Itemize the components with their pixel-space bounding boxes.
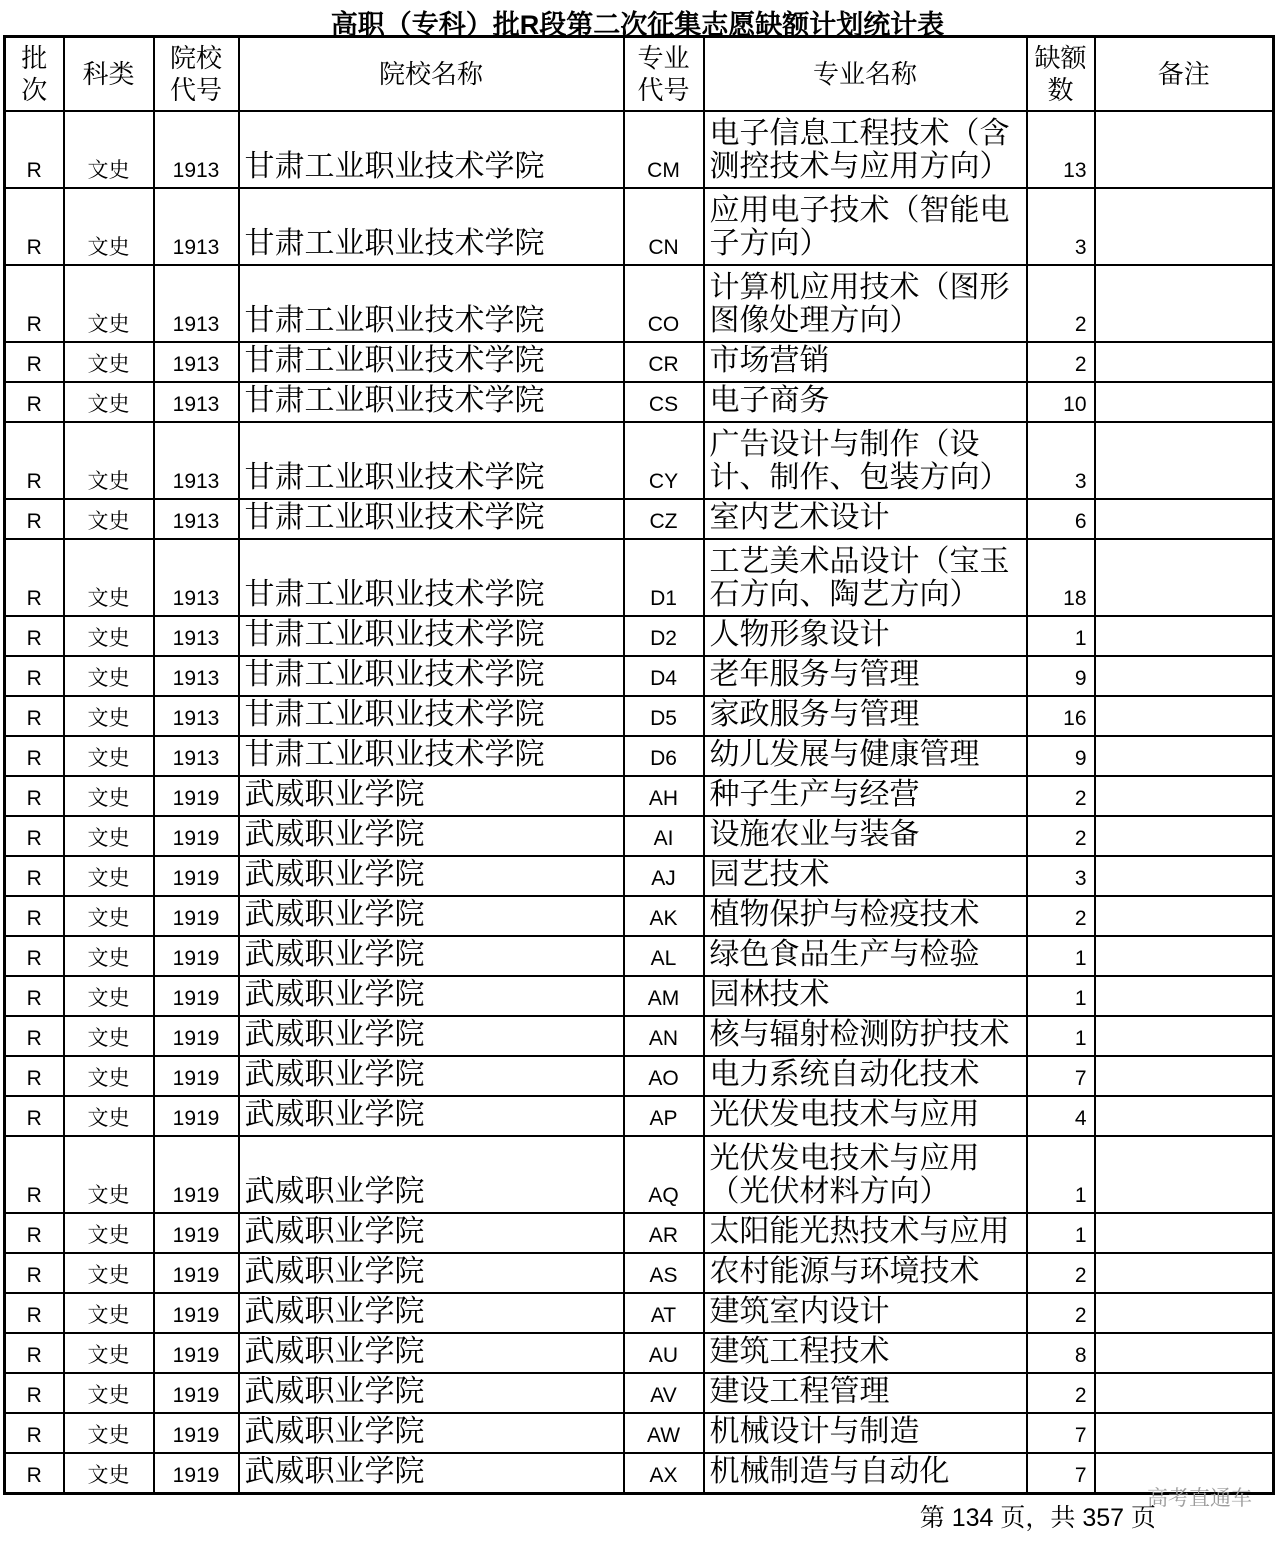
cell-subject-category: 文史 [64, 1213, 154, 1253]
cell-remark [1095, 816, 1274, 856]
cell-college-code: 1919 [154, 1333, 239, 1373]
cell-remark [1095, 776, 1274, 816]
cell-college-code: 1913 [154, 656, 239, 696]
cell-batch: R [5, 776, 64, 816]
table-row [5, 188, 1274, 265]
cell-vacancy-count: 2 [1027, 896, 1095, 936]
cell-batch: R [5, 656, 64, 696]
cell-college-name: 甘肃工业职业技术学院 [239, 265, 624, 342]
cell-batch: R [5, 342, 64, 382]
cell-remark [1095, 539, 1274, 616]
column-header-college-name: 院校名称 [239, 37, 624, 112]
cell-remark [1095, 1016, 1274, 1056]
cell-college-code: 1919 [154, 1016, 239, 1056]
table-row [5, 539, 1274, 616]
cell-subject-category: 文史 [64, 656, 154, 696]
cell-major-code: AJ [624, 856, 704, 896]
table-row [5, 1016, 1274, 1056]
table-row [5, 976, 1274, 1016]
cell-college-name: 武威职业学院 [239, 936, 624, 976]
cell-college-code: 1919 [154, 1293, 239, 1333]
cell-college-name: 甘肃工业职业技术学院 [239, 696, 624, 736]
cell-college-code: 1919 [154, 1253, 239, 1293]
cell-remark [1095, 111, 1274, 188]
cell-major-code: AL [624, 936, 704, 976]
cell-college-name: 武威职业学院 [239, 1453, 624, 1494]
column-header-batch: 批次 [5, 37, 64, 112]
cell-college-name: 武威职业学院 [239, 1056, 624, 1096]
cell-college-name: 甘肃工业职业技术学院 [239, 539, 624, 616]
column-header-vacancy-count: 缺额数 [1027, 37, 1095, 112]
table-row [5, 1453, 1274, 1494]
cell-vacancy-count: 3 [1027, 188, 1095, 265]
cell-major-code: AU [624, 1333, 704, 1373]
cell-college-code: 1913 [154, 422, 239, 499]
cell-vacancy-count: 7 [1027, 1453, 1095, 1494]
cell-college-code: 1913 [154, 265, 239, 342]
cell-college-name: 武威职业学院 [239, 816, 624, 856]
cell-subject-category: 文史 [64, 499, 154, 539]
cell-major-code: D2 [624, 616, 704, 656]
cell-batch: R [5, 1136, 64, 1213]
cell-vacancy-count: 2 [1027, 265, 1095, 342]
cell-major-code: AN [624, 1016, 704, 1056]
cell-major-code: AV [624, 1373, 704, 1413]
cell-subject-category: 文史 [64, 1253, 154, 1293]
cell-major-name: 家政服务与管理 [704, 696, 1027, 736]
cell-batch: R [5, 1016, 64, 1056]
table-row [5, 896, 1274, 936]
cell-batch: R [5, 499, 64, 539]
cell-batch: R [5, 1096, 64, 1136]
cell-remark [1095, 1056, 1274, 1096]
cell-remark [1095, 936, 1274, 976]
cell-batch: R [5, 1453, 64, 1494]
page-title: 高职（专科）批R段第二次征集志愿缺额计划统计表 [330, 10, 945, 40]
cell-major-name: 幼儿发展与健康管理 [704, 736, 1027, 776]
cell-college-code: 1913 [154, 616, 239, 656]
table-row [5, 1333, 1274, 1373]
cell-major-code: AQ [624, 1136, 704, 1213]
cell-major-code: AX [624, 1453, 704, 1494]
cell-batch: R [5, 1293, 64, 1333]
cell-college-code: 1919 [154, 1453, 239, 1494]
table-row [5, 1373, 1274, 1413]
cell-remark [1095, 1096, 1274, 1136]
cell-college-name: 甘肃工业职业技术学院 [239, 382, 624, 422]
cell-subject-category: 文史 [64, 1453, 154, 1494]
cell-remark [1095, 696, 1274, 736]
cell-college-code: 1919 [154, 1413, 239, 1453]
cell-remark [1095, 616, 1274, 656]
cell-college-name: 武威职业学院 [239, 1293, 624, 1333]
cell-college-name: 甘肃工业职业技术学院 [239, 422, 624, 499]
cell-batch: R [5, 111, 64, 188]
cell-major-code: D4 [624, 656, 704, 696]
cell-subject-category: 文史 [64, 696, 154, 736]
cell-vacancy-count: 2 [1027, 342, 1095, 382]
cell-vacancy-count: 2 [1027, 816, 1095, 856]
cell-college-name: 武威职业学院 [239, 1373, 624, 1413]
cell-vacancy-count: 13 [1027, 111, 1095, 188]
cell-major-code: AW [624, 1413, 704, 1453]
cell-major-code: AP [624, 1096, 704, 1136]
cell-major-name: 机械制造与自动化 [704, 1453, 1027, 1494]
cell-remark [1095, 1136, 1274, 1213]
cell-major-name: 绿色食品生产与检验 [704, 936, 1027, 976]
cell-college-code: 1913 [154, 539, 239, 616]
cell-batch: R [5, 265, 64, 342]
cell-college-code: 1913 [154, 111, 239, 188]
cell-batch: R [5, 1373, 64, 1413]
cell-major-name: 电力系统自动化技术 [704, 1056, 1027, 1096]
cell-remark [1095, 1293, 1274, 1333]
table-row [5, 936, 1274, 976]
cell-major-name: 种子生产与经营 [704, 776, 1027, 816]
table-row [5, 1096, 1274, 1136]
cell-major-code: AR [624, 1213, 704, 1253]
cell-vacancy-count: 6 [1027, 499, 1095, 539]
cell-batch: R [5, 422, 64, 499]
cell-major-name: 人物形象设计 [704, 616, 1027, 656]
cell-college-code: 1919 [154, 936, 239, 976]
cell-major-name: 农村能源与环境技术 [704, 1253, 1027, 1293]
cell-college-name: 武威职业学院 [239, 1333, 624, 1373]
cell-subject-category: 文史 [64, 1056, 154, 1096]
cell-batch: R [5, 1213, 64, 1253]
cell-vacancy-count: 1 [1027, 1016, 1095, 1056]
cell-major-name: 应用电子技术（智能电子方向） [704, 188, 1027, 265]
cell-subject-category: 文史 [64, 188, 154, 265]
cell-college-name: 武威职业学院 [239, 1213, 624, 1253]
table-row [5, 422, 1274, 499]
cell-subject-category: 文史 [64, 856, 154, 896]
table-body [5, 111, 1274, 1494]
table-row [5, 696, 1274, 736]
cell-college-name: 甘肃工业职业技术学院 [239, 616, 624, 656]
cell-college-code: 1919 [154, 1136, 239, 1213]
cell-vacancy-count: 9 [1027, 736, 1095, 776]
cell-major-name: 电子信息工程技术（含测控技术与应用方向） [704, 111, 1027, 188]
cell-subject-category: 文史 [64, 422, 154, 499]
cell-college-code: 1919 [154, 776, 239, 816]
table-row [5, 111, 1274, 188]
cell-major-code: CR [624, 342, 704, 382]
cell-major-code: CM [624, 111, 704, 188]
cell-major-name: 市场营销 [704, 342, 1027, 382]
cell-major-name: 建设工程管理 [704, 1373, 1027, 1413]
watermark: 高考直通车 [1147, 1487, 1252, 1510]
table-row [5, 816, 1274, 856]
cell-subject-category: 文史 [64, 342, 154, 382]
cell-vacancy-count: 1 [1027, 616, 1095, 656]
table-row [5, 1293, 1274, 1333]
cell-batch: R [5, 736, 64, 776]
table-row [5, 856, 1274, 896]
cell-college-code: 1919 [154, 896, 239, 936]
cell-remark [1095, 188, 1274, 265]
cell-college-name: 甘肃工业职业技术学院 [239, 188, 624, 265]
cell-college-code: 1919 [154, 1373, 239, 1413]
table-header [5, 37, 1274, 112]
cell-major-code: CN [624, 188, 704, 265]
cell-vacancy-count: 10 [1027, 382, 1095, 422]
cell-batch: R [5, 1413, 64, 1453]
cell-remark [1095, 856, 1274, 896]
cell-remark [1095, 896, 1274, 936]
cell-batch: R [5, 936, 64, 976]
cell-vacancy-count: 2 [1027, 1253, 1095, 1293]
cell-batch: R [5, 816, 64, 856]
cell-college-code: 1913 [154, 736, 239, 776]
vacancy-plan-table [3, 35, 1275, 1495]
table-row [5, 342, 1274, 382]
table-row [5, 616, 1274, 656]
cell-batch: R [5, 696, 64, 736]
cell-subject-category: 文史 [64, 1016, 154, 1056]
cell-subject-category: 文史 [64, 111, 154, 188]
cell-vacancy-count: 2 [1027, 776, 1095, 816]
cell-college-name: 武威职业学院 [239, 1096, 624, 1136]
cell-vacancy-count: 8 [1027, 1333, 1095, 1373]
table-row [5, 736, 1274, 776]
cell-major-name: 广告设计与制作（设计、制作、包装方向） [704, 422, 1027, 499]
cell-college-code: 1913 [154, 382, 239, 422]
table-row [5, 656, 1274, 696]
cell-remark [1095, 1253, 1274, 1293]
cell-major-code: D1 [624, 539, 704, 616]
cell-subject-category: 文史 [64, 539, 154, 616]
table-row [5, 1213, 1274, 1253]
cell-vacancy-count: 7 [1027, 1056, 1095, 1096]
cell-college-code: 1919 [154, 976, 239, 1016]
cell-major-name: 建筑室内设计 [704, 1293, 1027, 1333]
cell-college-name: 甘肃工业职业技术学院 [239, 736, 624, 776]
cell-major-code: CS [624, 382, 704, 422]
cell-batch: R [5, 1253, 64, 1293]
cell-college-name: 武威职业学院 [239, 976, 624, 1016]
cell-major-code: AT [624, 1293, 704, 1333]
column-header-subject-category: 科类 [64, 37, 154, 112]
header-row [5, 37, 1274, 112]
cell-vacancy-count: 3 [1027, 422, 1095, 499]
cell-major-code: CO [624, 265, 704, 342]
cell-college-code: 1913 [154, 696, 239, 736]
cell-subject-category: 文史 [64, 776, 154, 816]
cell-college-name: 武威职业学院 [239, 896, 624, 936]
table-row [5, 499, 1274, 539]
cell-major-name: 室内艺术设计 [704, 499, 1027, 539]
cell-subject-category: 文史 [64, 265, 154, 342]
cell-vacancy-count: 9 [1027, 656, 1095, 696]
cell-batch: R [5, 856, 64, 896]
cell-vacancy-count: 1 [1027, 1213, 1095, 1253]
cell-major-name: 工艺美术品设计（宝玉石方向、陶艺方向） [704, 539, 1027, 616]
cell-remark [1095, 1333, 1274, 1373]
cell-vacancy-count: 1 [1027, 976, 1095, 1016]
cell-major-name: 建筑工程技术 [704, 1333, 1027, 1373]
column-header-major-code: 专业代号 [624, 37, 704, 112]
cell-major-name: 机械设计与制造 [704, 1413, 1027, 1453]
cell-remark [1095, 736, 1274, 776]
table-row [5, 382, 1274, 422]
cell-subject-category: 文史 [64, 936, 154, 976]
cell-college-code: 1919 [154, 816, 239, 856]
cell-subject-category: 文史 [64, 736, 154, 776]
cell-subject-category: 文史 [64, 1293, 154, 1333]
table-row [5, 265, 1274, 342]
cell-remark [1095, 976, 1274, 1016]
cell-remark [1095, 422, 1274, 499]
cell-remark [1095, 499, 1274, 539]
table-row [5, 1413, 1274, 1453]
cell-major-name: 植物保护与检疫技术 [704, 896, 1027, 936]
cell-college-code: 1919 [154, 856, 239, 896]
column-header-college-code: 院校代号 [154, 37, 239, 112]
cell-major-code: AI [624, 816, 704, 856]
cell-college-name: 武威职业学院 [239, 1136, 624, 1213]
cell-batch: R [5, 539, 64, 616]
cell-college-code: 1913 [154, 188, 239, 265]
cell-college-name: 武威职业学院 [239, 1016, 624, 1056]
cell-college-code: 1919 [154, 1056, 239, 1096]
cell-major-name: 园艺技术 [704, 856, 1027, 896]
cell-college-code: 1919 [154, 1096, 239, 1136]
cell-major-name: 太阳能光热技术与应用 [704, 1213, 1027, 1253]
cell-vacancy-count: 3 [1027, 856, 1095, 896]
cell-major-code: AM [624, 976, 704, 1016]
cell-major-name: 计算机应用技术（图形图像处理方向） [704, 265, 1027, 342]
cell-college-code: 1913 [154, 342, 239, 382]
cell-college-name: 甘肃工业职业技术学院 [239, 342, 624, 382]
cell-remark [1095, 1213, 1274, 1253]
cell-batch: R [5, 1333, 64, 1373]
cell-remark [1095, 382, 1274, 422]
cell-major-code: D6 [624, 736, 704, 776]
cell-remark [1095, 265, 1274, 342]
cell-batch: R [5, 1056, 64, 1096]
cell-remark [1095, 1413, 1274, 1453]
cell-college-name: 武威职业学院 [239, 1413, 624, 1453]
cell-subject-category: 文史 [64, 816, 154, 856]
cell-subject-category: 文史 [64, 616, 154, 656]
cell-college-name: 甘肃工业职业技术学院 [239, 499, 624, 539]
cell-college-name: 武威职业学院 [239, 776, 624, 816]
cell-subject-category: 文史 [64, 896, 154, 936]
cell-subject-category: 文史 [64, 976, 154, 1016]
cell-major-code: AS [624, 1253, 704, 1293]
cell-major-name: 核与辐射检测防护技术 [704, 1016, 1027, 1056]
cell-batch: R [5, 896, 64, 936]
cell-major-name: 老年服务与管理 [704, 656, 1027, 696]
cell-major-code: CZ [624, 499, 704, 539]
table-row [5, 1056, 1274, 1096]
table-row [5, 776, 1274, 816]
cell-vacancy-count: 2 [1027, 1293, 1095, 1333]
cell-major-code: CY [624, 422, 704, 499]
cell-major-code: AO [624, 1056, 704, 1096]
cell-major-name: 光伏发电技术与应用 [704, 1096, 1027, 1136]
cell-major-name: 设施农业与装备 [704, 816, 1027, 856]
cell-subject-category: 文史 [64, 382, 154, 422]
cell-batch: R [5, 976, 64, 1016]
cell-vacancy-count: 4 [1027, 1096, 1095, 1136]
cell-vacancy-count: 16 [1027, 696, 1095, 736]
cell-subject-category: 文史 [64, 1096, 154, 1136]
cell-batch: R [5, 382, 64, 422]
cell-major-name: 光伏发电技术与应用（光伏材料方向） [704, 1136, 1027, 1213]
cell-college-name: 甘肃工业职业技术学院 [239, 656, 624, 696]
column-header-remark: 备注 [1095, 37, 1274, 112]
cell-college-code: 1913 [154, 499, 239, 539]
cell-subject-category: 文史 [64, 1136, 154, 1213]
cell-remark [1095, 656, 1274, 696]
cell-remark [1095, 342, 1274, 382]
cell-major-code: AH [624, 776, 704, 816]
cell-major-name: 园林技术 [704, 976, 1027, 1016]
cell-subject-category: 文史 [64, 1413, 154, 1453]
cell-college-name: 武威职业学院 [239, 856, 624, 896]
cell-subject-category: 文史 [64, 1373, 154, 1413]
cell-remark [1095, 1373, 1274, 1413]
page-indicator: 第 134 页，共 357 页 [919, 1504, 1156, 1532]
cell-major-code: AK [624, 896, 704, 936]
cell-vacancy-count: 18 [1027, 539, 1095, 616]
cell-vacancy-count: 1 [1027, 936, 1095, 976]
cell-batch: R [5, 616, 64, 656]
cell-major-name: 电子商务 [704, 382, 1027, 422]
cell-major-code: D5 [624, 696, 704, 736]
cell-vacancy-count: 1 [1027, 1136, 1095, 1213]
column-header-major-name: 专业名称 [704, 37, 1027, 112]
cell-college-name: 甘肃工业职业技术学院 [239, 111, 624, 188]
cell-subject-category: 文史 [64, 1333, 154, 1373]
cell-vacancy-count: 7 [1027, 1413, 1095, 1453]
cell-batch: R [5, 188, 64, 265]
cell-college-name: 武威职业学院 [239, 1253, 624, 1293]
cell-college-code: 1919 [154, 1213, 239, 1253]
table-row [5, 1253, 1274, 1293]
cell-vacancy-count: 2 [1027, 1373, 1095, 1413]
table-row [5, 1136, 1274, 1213]
